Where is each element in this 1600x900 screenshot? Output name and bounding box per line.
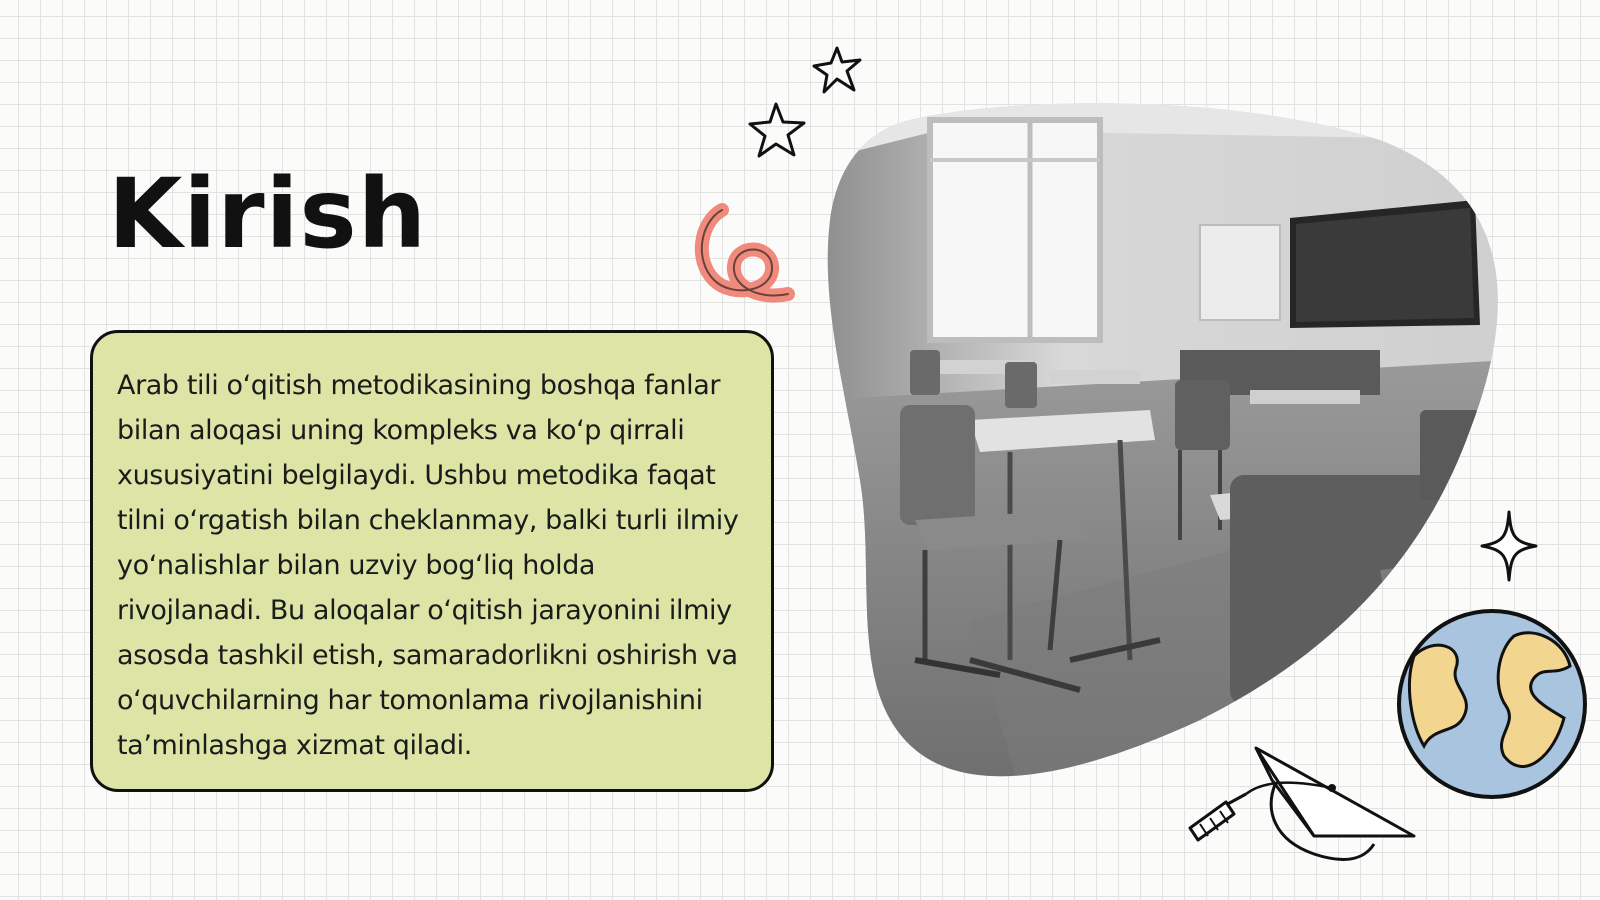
- text-box: [90, 330, 774, 792]
- graduation-cap-icon: [1184, 740, 1424, 866]
- swirl-icon: [692, 200, 796, 312]
- sparkle-icon: [1478, 508, 1540, 584]
- globe-icon: [1394, 606, 1600, 802]
- star-icon: [810, 44, 866, 98]
- star-icon: [746, 100, 810, 160]
- body-paragraph: Arab tili o‘qitish metodikasining boshqa fanlar bilan aloqasi uning kompleks va ko‘p qirrali xususiyatini belgilaydi. Ushbu metodika faqat tilni o‘rgatish bilan cheklanmay, balki turli ilmiy yo‘nalishlar bilan uzviy bog‘liq holda rivojlanadi. Bu aloqalar o‘qitish jarayonini ilmiy asosda tashkil etish, samaradorlikni oshirish va o‘quvchilarning har tomonlama rivojlanishini ta’minlashga xizmat qiladi.: [117, 370, 739, 761]
- slide-title: Kirish: [108, 158, 428, 270]
